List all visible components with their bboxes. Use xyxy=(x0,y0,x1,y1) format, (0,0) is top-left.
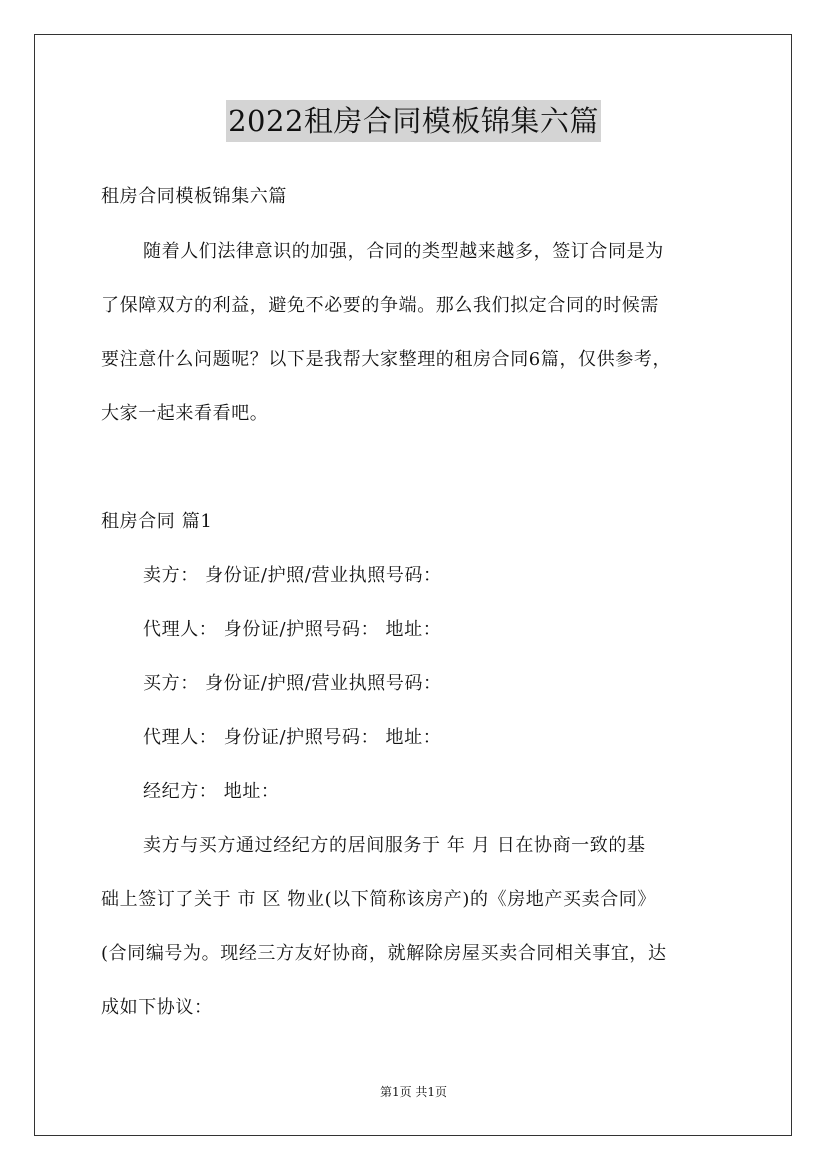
intro-line-1: 随着人们法律意识的加强，合同的类型越来越多，签订合同是为 xyxy=(143,241,664,262)
intro-line-4: 大家一起来看看吧。 xyxy=(101,403,269,424)
body-line-2: 础上签订了关于 市 区 物业(以下简称该房产)的《房地产买卖合同》 xyxy=(101,889,657,910)
section-heading: 租房合同 篇1 xyxy=(101,511,213,532)
page-footer: 第1页 共1页 xyxy=(379,1085,448,1099)
body-line-4: 成如下协议： xyxy=(101,997,213,1018)
field-buyer-agent: 代理人： 身份证/护照号码： 地址： xyxy=(143,727,442,748)
body-line-3: (合同编号为。现经三方友好协商，就解除房屋买卖合同相关事宜，达 xyxy=(101,943,667,964)
field-seller: 卖方： 身份证/护照/营业执照号码： xyxy=(143,565,442,586)
intro-line-2: 了保障双方的利益，避免不必要的争端。那么我们拟定合同的时候需 xyxy=(101,295,659,316)
field-buyer: 买方： 身份证/护照/营业执照号码： xyxy=(143,673,442,694)
document-subtitle: 租房合同模板锦集六篇 xyxy=(101,186,287,207)
title-container xyxy=(0,100,827,142)
intro-line-3: 要注意什么问题呢？以下是我帮大家整理的租房合同6篇，仅供参考， xyxy=(101,349,672,370)
body-line-1: 卖方与买方通过经纪方的居间服务于 年 月 日在协商一致的基 xyxy=(143,835,646,856)
document-title: 2022租房合同模板锦集六篇 xyxy=(226,100,601,142)
field-seller-agent: 代理人： 身份证/护照号码： 地址： xyxy=(143,619,442,640)
field-broker: 经纪方： 地址： xyxy=(143,781,280,802)
